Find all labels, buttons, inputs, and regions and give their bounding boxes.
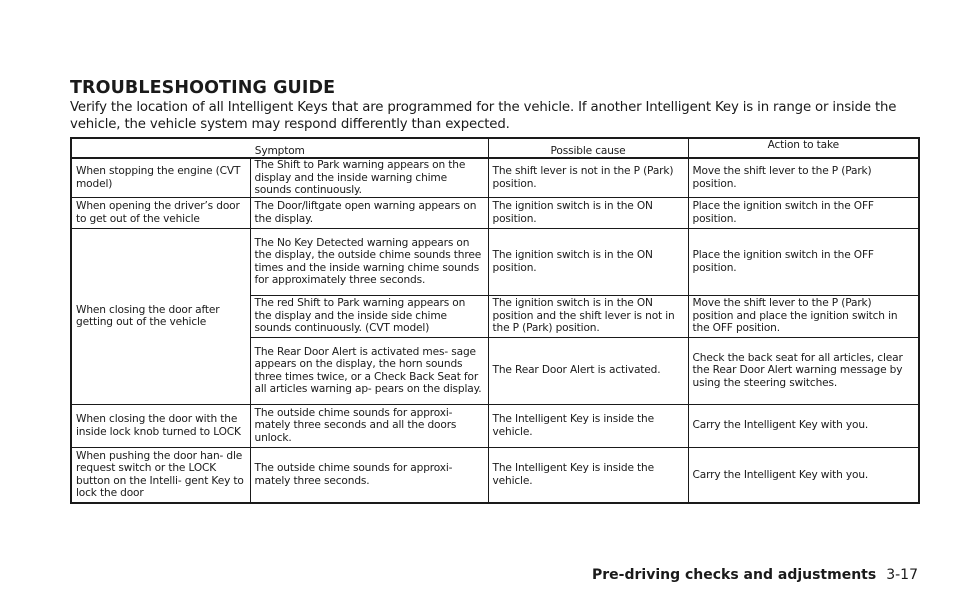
page-title: TROUBLESHOOTING GUIDE — [70, 78, 336, 98]
cause-cell: The shift lever is not in the P (Park) position. — [488, 158, 688, 197]
header-action-to-take: Action to take — [688, 138, 919, 158]
cause-cell: The Rear Door Alert is activated. — [488, 337, 688, 404]
action-cell: Move the shift lever to the P (Park) position and place the ignition switch in the OFF position. — [688, 295, 919, 337]
intro-paragraph: Verify the location of all Intelligent Keys that are programmed for the vehicle. If another Intelligent Key is in range or inside the vehicle, the vehicle system may respond differently than expected. — [70, 100, 897, 132]
page-number: 3-17 — [886, 567, 918, 583]
page-footer — [592, 567, 918, 583]
table-row — [71, 158, 919, 197]
table-row — [71, 228, 919, 295]
symptom-cell: The Rear Door Alert is activated mes- sage appears on the display, the horn sounds three times twice, or a Check Back Seat for all articles warning ap- pears on the display. — [250, 337, 488, 404]
table-row — [71, 197, 919, 228]
condition-cell: When closing the door after getting out of the vehicle — [71, 228, 250, 404]
header-symptom: Symptom — [71, 138, 488, 158]
condition-cell: When opening the driver’s door to get out of the vehicle — [71, 197, 250, 228]
table-row — [71, 447, 919, 503]
table-header-row — [71, 138, 919, 158]
cause-cell: The ignition switch is in the ON position and the shift lever is not in the P (Park) position. — [488, 295, 688, 337]
symptom-cell: The No Key Detected warning appears on the display, the outside chime sounds three times and the inside warning chime sounds for approximately three seconds. — [250, 228, 488, 295]
condition-cell: When closing the door with the inside lock knob turned to LOCK — [71, 404, 250, 447]
symptom-cell: The Shift to Park warning appears on the display and the inside warning chime sounds continuously. — [250, 158, 488, 197]
table-row — [71, 404, 919, 447]
action-cell: Move the shift lever to the P (Park) position. — [688, 158, 919, 197]
symptom-cell: The outside chime sounds for approxi- mately three seconds. — [250, 447, 488, 503]
footer-section-title: Pre-driving checks and adjustments — [592, 567, 877, 583]
cause-cell: The Intelligent Key is inside the vehicle. — [488, 447, 688, 503]
action-cell: Place the ignition switch in the OFF position. — [688, 228, 919, 295]
condition-cell: When pushing the door han- dle request switch or the LOCK button on the Intelli- gent Key to lock the door — [71, 447, 250, 503]
cause-cell: The ignition switch is in the ON position. — [488, 197, 688, 228]
action-cell: Carry the Intelligent Key with you. — [688, 447, 919, 503]
condition-cell: When stopping the engine (CVT model) — [71, 158, 250, 197]
troubleshooting-table — [70, 137, 920, 504]
symptom-cell: The outside chime sounds for approxi- mately three seconds and all the doors unlock. — [250, 404, 488, 447]
action-cell: Place the ignition switch in the OFF position. — [688, 197, 919, 228]
symptom-cell: The Door/liftgate open warning appears on the display. — [250, 197, 488, 228]
action-cell: Carry the Intelligent Key with you. — [688, 404, 919, 447]
symptom-cell: The red Shift to Park warning appears on the display and the inside side chime sounds continuously. (CVT model) — [250, 295, 488, 337]
cause-cell: The Intelligent Key is inside the vehicle. — [488, 404, 688, 447]
cause-cell: The ignition switch is in the ON position. — [488, 228, 688, 295]
action-cell: Check the back seat for all articles, clear the Rear Door Alert warning message by using the steering switches. — [688, 337, 919, 404]
header-possible-cause: Possible cause — [488, 138, 688, 158]
